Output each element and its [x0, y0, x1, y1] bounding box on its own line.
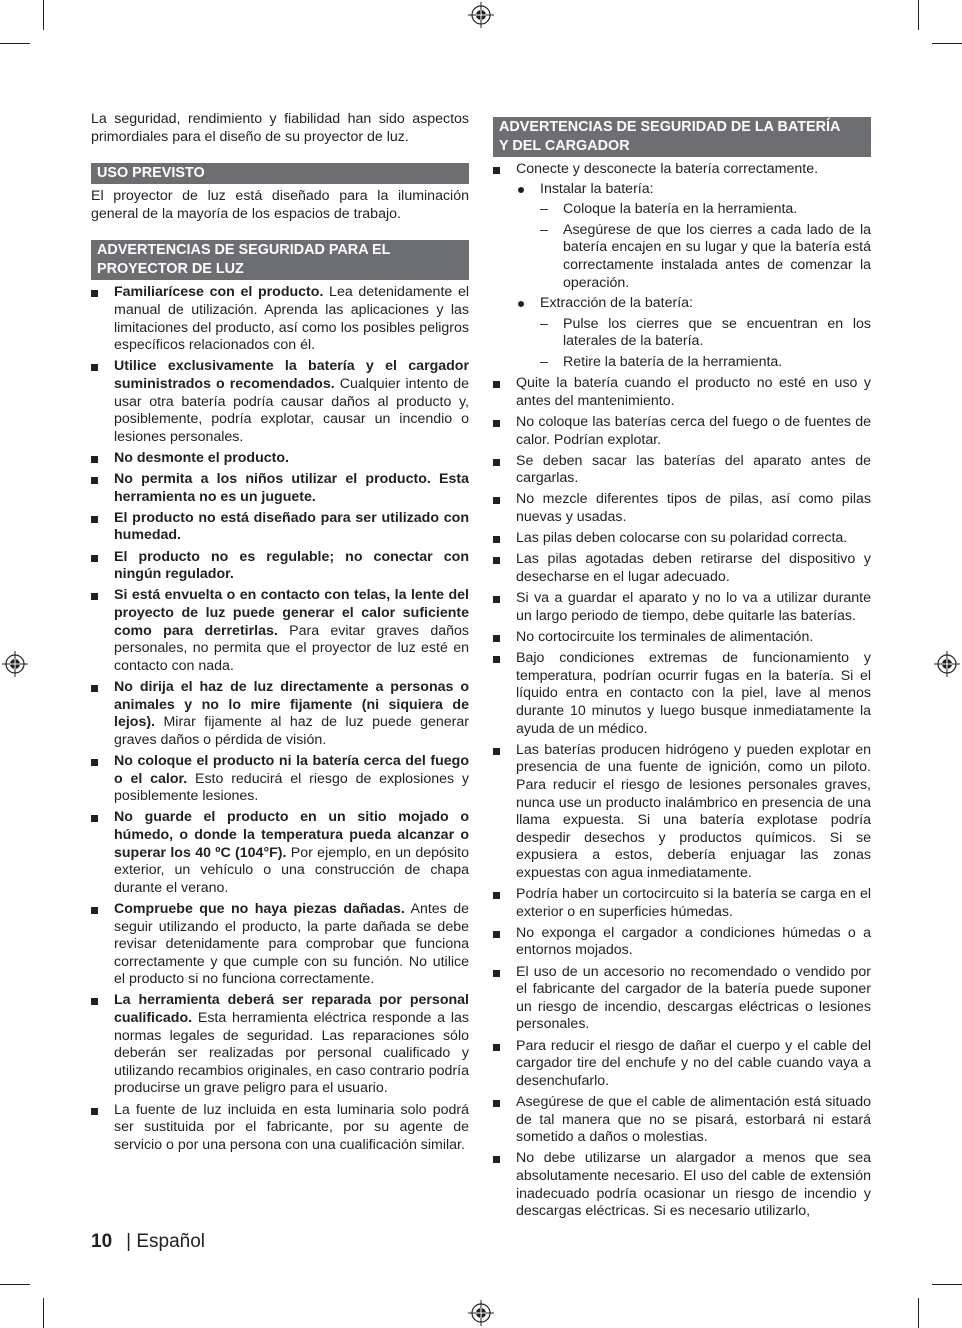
- uso-previsto-text: El proyector de luz está diseñado para la iluminación general de la mayoría de los espacios de trabajo.: [91, 188, 469, 222]
- page-number: 10: [91, 1231, 113, 1252]
- list-item: [91, 1102, 469, 1155]
- step-item: – Retire la batería de la herramienta.: [540, 354, 871, 372]
- footer-language: | Español: [126, 1231, 206, 1252]
- list-item-bold-text: Familiarícese con el producto.: [114, 284, 324, 301]
- list-item-text: Antes de seguir utilizando el producto, la parte dañada se debe revisar detenidamente para comprobar que funciona correctamente y que cumple con su función. No utilice el producto si no funciona correctamente.: [114, 900, 469, 988]
- list-item-bold-text: No desmonte el producto.: [114, 449, 289, 466]
- section-title-line: Y DEL CARGADOR: [499, 138, 630, 154]
- list-item-bold-text: La herramienta deberá ser reparada por personal cualificado.: [114, 992, 469, 1027]
- step-item: – Asegúrese de que los cierres a cada lado de la batería encajen en su lugar y que la batería está correctamente instalada antes de comenzar la operación.: [540, 222, 871, 292]
- list-item: [91, 358, 469, 446]
- sub-list-item: Extracción de la batería: – Pulse los cierres que se encuentran en los laterales de la batería. – Retire la batería de la herramienta.: [516, 295, 871, 371]
- list-item-text: Lea detenidamente el manual de utilización. Aprenda las aplicaciones y las limitaciones del producto, así como los posibles peligros específicos relacionados con él.: [114, 284, 469, 354]
- list-item-bold-text: No coloque el producto ni la batería cerca del fuego o el calor.: [114, 752, 469, 787]
- crop-mark: [0, 43, 30, 44]
- proyector-warning-list: [91, 284, 469, 1154]
- list-item: El uso de un accesorio no recomendado o vendido por el fabricante del cargador de la batería puede suponer un riesgo de incendio, descargas eléctricas o lesiones personales.: [493, 964, 871, 1034]
- list-item-bold-text: El producto no está diseñado para ser utilizado con humedad.: [114, 509, 469, 544]
- list-item: No exponga el cargador a condiciones húmedas o a entornos mojados.: [493, 925, 871, 960]
- crop-mark: [918, 0, 919, 30]
- list-item: Las pilas agotadas deben retirarse del dispositivo y desecharse en el lugar adecuado.: [493, 551, 871, 586]
- list-item: Las baterías producen hidrógeno y pueden explotar en presencia de una fuente de ignición, como un piloto. Para reducir el riesgo de lesiones personales graves, nunca use un producto inalámbrico en presencia de una llama expuesta. Si una batería explotase podría despedir desechos y productos químicos. Si se expusiera a estos, debería enjuagar las zonas expuestas con agua inmediatamente.: [493, 742, 871, 883]
- list-item: No cortocircuite los terminales de alimentación.: [493, 629, 871, 647]
- list-item: Conecte y desconecte la batería correctamente. Instalar la batería: – Coloque la batería en la herramienta. – Asegúrese de que los cierres a cada lado de la batería encajen en su lugar y que la batería está correctamente instalada antes de comenzar la operación. Extracción de la batería: – Pulse los cierres que se encuentran en los laterales de la batería. – Retire la batería de la herramienta.: [493, 161, 871, 372]
- registration-mark-icon: [468, 2, 494, 28]
- section-title-proyector: [91, 240, 469, 280]
- list-item-text: Esta herramienta eléctrica responde a las normas legales de seguridad. Las reparaciones sólo deberán ser realizadas por personal cualificado y utilizando recambios originales, en caso contrario podría producirse un grave peligro para el usuario.: [114, 1010, 469, 1097]
- list-item: [91, 753, 469, 806]
- list-item-text: Esto reducirá el riesgo de explosiones y posiblemente lesiones.: [114, 770, 469, 805]
- list-item: Se deben sacar las baterías del aparato antes de cargarlas.: [493, 453, 871, 488]
- list-item: [91, 992, 469, 1098]
- section-title-bateria: [493, 117, 871, 157]
- list-item: [91, 549, 469, 584]
- remove-steps-list: [540, 316, 871, 372]
- section-title-line: ADVERTENCIAS DE SEGURIDAD DE LA BATERÍA: [499, 119, 841, 135]
- crop-mark: [932, 43, 962, 44]
- list-item: [91, 471, 469, 506]
- list-item-bold-text: El producto no es regulable; no conectar con ningún regulador.: [114, 548, 469, 583]
- crop-mark: [918, 1298, 919, 1328]
- section-title-line: PROYECTOR DE LUZ: [97, 261, 244, 278]
- crop-mark: [0, 1284, 30, 1285]
- list-item-text: La fuente de luz incluida en esta luminaria solo podrá ser sustituida por el fabricante, por su agente de servicio o por una persona con una cualificación similar.: [114, 1101, 469, 1153]
- list-item-bold-text: No guarde el producto en un sitio mojado o húmedo, o donde la temperatura pueda alcanzar o superar los 40 ºC (104°F).: [114, 809, 469, 861]
- list-item: [91, 510, 469, 545]
- intro-paragraph: La seguridad, rendimiento y fiabilidad han sido aspectos primordiales para el diseño de su proyector de luz.: [91, 111, 469, 145]
- install-steps-list: [540, 201, 871, 292]
- list-item: Quite la batería cuando el producto no esté en uso y antes del mantenimiento.: [493, 375, 871, 410]
- step-item: – Pulse los cierres que se encuentran en los laterales de la batería.: [540, 316, 871, 351]
- list-item: [91, 679, 469, 749]
- list-item: Para reducir el riesgo de dañar el cuerpo y el cable del cargador tire del enchufe y no del cable cuando vaya a desenchufarlo.: [493, 1038, 871, 1091]
- right-column: [493, 117, 871, 1224]
- left-column: [91, 110, 469, 1158]
- section-title-line: ADVERTENCIAS DE SEGURIDAD PARA EL: [97, 242, 391, 259]
- list-item-text: Por ejemplo, en un depósito exterior, un vehículo o una construcción de chapa durante el verano.: [114, 844, 469, 896]
- registration-mark-icon: [934, 651, 960, 677]
- list-item: Asegúrese de que el cable de alimentación está situado de tal manera que no se pisará, estorbará ni estará sometido a daños o molestias.: [493, 1094, 871, 1147]
- step-item: – Coloque la batería en la herramienta.: [540, 201, 871, 219]
- page-footer: [91, 1230, 205, 1254]
- list-item: No coloque las baterías cerca del fuego o de fuentes de calor. Podrían explotar.: [493, 414, 871, 449]
- list-item-bold-text: Utilice exclusivamente la batería y el cargador suministrados o recomendados.: [114, 358, 469, 392]
- list-item: Las pilas deben colocarse con su polaridad correcta.: [493, 530, 871, 548]
- list-item-bold-text: Compruebe que no haya piezas dañadas.: [114, 900, 405, 917]
- bateria-warning-list: [493, 161, 871, 1221]
- list-item-bold-text: No dirija el haz de luz directamente a personas o animales y no lo mire fijamente (ni siquiera de lejos).: [114, 679, 469, 731]
- list-item: [91, 587, 469, 675]
- list-item: [91, 809, 469, 897]
- sub-list-item: Instalar la batería: – Coloque la batería en la herramienta. – Asegúrese de que los cierres a cada lado de la batería encajen en su lugar y que la batería está correctamente instalada antes de comenzar la operación.: [516, 181, 871, 293]
- section-title-uso-previsto: USO PREVISTO: [91, 163, 469, 184]
- list-item-text: Para evitar graves daños personales, no permita que el proyector de luz esté en contacto con nada.: [114, 622, 469, 674]
- list-item-text: Cualquier intento de usar otra batería podría causar daños al producto y, posiblemente, podría explotar, causar un incendio o lesiones personales.: [114, 375, 469, 445]
- list-item: Podría haber un cortocircuito si la batería se carga en el exterior o en superficies húmedas.: [493, 886, 871, 921]
- list-item-bold-text: No permita a los niños utilizar el producto. Esta herramienta no es un juguete.: [114, 471, 469, 505]
- list-item: No mezcle diferentes tipos de pilas, así como pilas nuevas y usadas.: [493, 491, 871, 526]
- list-item: [91, 284, 469, 354]
- list-item: Bajo condiciones extremas de funcionamiento y temperatura, podrían ocurrir fugas en la batería. Si el líquido entra en contacto con la piel, lave al menos durante 10 minutos y luego busque inmediatamente la ayuda de un médico.: [493, 650, 871, 738]
- crop-mark: [932, 1284, 962, 1285]
- registration-mark-icon: [2, 651, 28, 677]
- list-item: Si va a guardar el aparato y no lo va a utilizar durante un largo periodo de tiempo, debe quitarle las baterías.: [493, 590, 871, 625]
- list-item: [91, 901, 469, 989]
- list-item-text: Mirar fijamente al haz de luz puede generar graves daños o pérdida de visión.: [114, 714, 469, 748]
- crop-mark: [43, 1298, 44, 1328]
- crop-mark: [43, 0, 44, 30]
- list-item: [91, 450, 469, 468]
- registration-mark-icon: [468, 1300, 494, 1326]
- list-item-bold-text: Si está envuelta o en contacto con telas, la lente del proyecto de luz puede generar el calor suficiente como para derretirlas.: [114, 587, 469, 639]
- list-item: No debe utilizarse un alargador a menos que sea absolutamente necesario. El uso del cable de extensión inadecuado podría ocasionar un riesgo de incendio y descargas eléctricas. Si es necesario utilizarlo,: [493, 1150, 871, 1220]
